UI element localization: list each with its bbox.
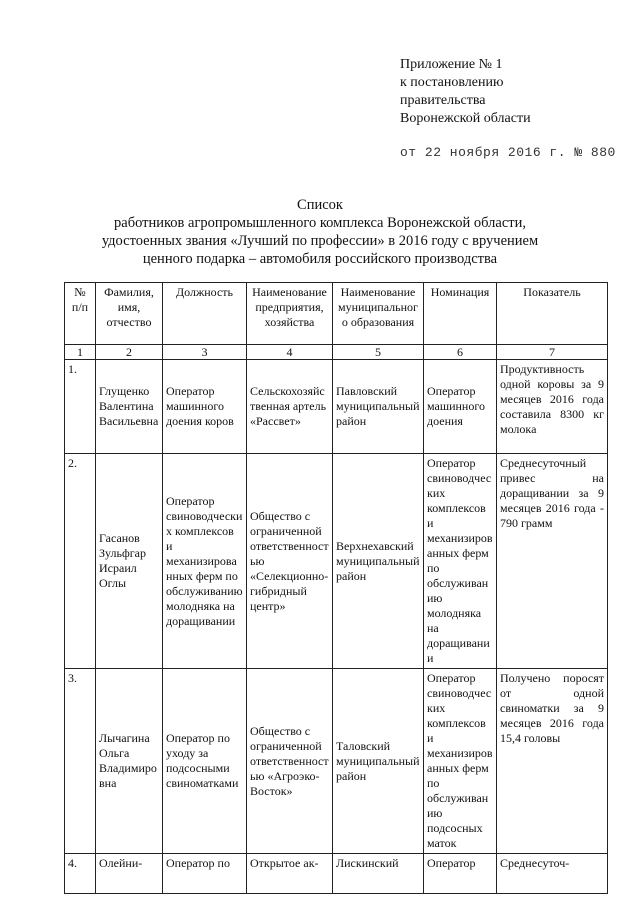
column-number: 6 [424, 345, 497, 360]
appendix-line-4: Воронежской области [400, 111, 531, 126]
column-number: 5 [333, 345, 424, 360]
row-nomination: Оператор [424, 854, 497, 894]
title-heading: Список [297, 197, 343, 213]
row-municipality: Павловский муниципальный район [333, 360, 424, 454]
row-nomination: Оператор свиноводческих комплексов и механизированных ферм по обслуживанию подсосных маток [424, 669, 497, 854]
row-num: 2. [65, 454, 96, 669]
column-number: 3 [163, 345, 247, 360]
awardees-table [64, 282, 608, 894]
column-number: 4 [247, 345, 333, 360]
row-nomination: Оператор машинного доения [424, 360, 497, 454]
row-position: Оператор по уходу за подсосными свиноматками [163, 669, 247, 854]
header-name: Фамилия, имя, отчество [96, 283, 163, 345]
document-title [60, 196, 580, 268]
header-nomination: Номинация [424, 283, 497, 345]
row-num: 4. [65, 854, 96, 894]
title-line-2: удостоенных звания «Лучший по профессии» в 2016 году с вручением [101, 233, 539, 249]
header-enterprise: Наименование предприятия, хозяйства [247, 283, 333, 345]
row-municipality: Верхнехавский муниципальный район [333, 454, 424, 669]
header-municipality: Наименование муниципального образования [333, 283, 424, 345]
appendix-line-3: правительства [400, 93, 486, 108]
table-row [65, 669, 608, 854]
row-indicator: Получено поросят от одной свиноматки за 9 месяцев 2016 года 15,4 головы [497, 669, 608, 854]
column-number: 2 [96, 345, 163, 360]
row-indicator: Продуктивность одной коровы за 9 месяцев 2016 года составила 8300 кг молока [497, 360, 608, 454]
column-number: 1 [65, 345, 96, 360]
row-position: Оператор машинного доения коров [163, 360, 247, 454]
row-enterprise: Сельскохозяйственная артель «Рассвет» [247, 360, 333, 454]
row-indicator: Среднесуточ- [497, 854, 608, 894]
row-position: Оператор свиноводческих комплексов и механизированных ферм по обслуживанию молодняка на доращивании [163, 454, 247, 669]
row-num: 3. [65, 669, 96, 854]
row-name: Глущенко Валентина Васильевна [96, 360, 163, 454]
column-number-row [65, 345, 608, 360]
appendix-line-2: к постановлению [400, 75, 504, 90]
header-num: № п/п [65, 283, 96, 345]
row-municipality: Таловский муниципальный район [333, 669, 424, 854]
row-enterprise: Открытое ак- [247, 854, 333, 894]
table-row [65, 360, 608, 454]
table-row [65, 454, 608, 669]
row-num: 1. [65, 360, 96, 454]
row-nomination: Оператор свиноводческих комплексов и механизированных ферм по обслуживанию молодняка на доращивании [424, 454, 497, 669]
resolution-date: от 22 ноября 2016 г. № 880 [400, 145, 616, 160]
table-header-row [65, 283, 608, 345]
row-name: Олейни- [96, 854, 163, 894]
row-name: Гасанов Зульфгар Исраил Оглы [96, 454, 163, 669]
row-name: Лычагина Ольга Владимировна [96, 669, 163, 854]
header-indicator: Показатель [497, 283, 608, 345]
title-line-3: ценного подарка – автомобиля российского производства [142, 251, 498, 267]
appendix-block [400, 56, 616, 162]
table-row [65, 854, 608, 894]
title-line-1: работников агропромышленного комплекса Воронежской области, [114, 215, 526, 231]
row-enterprise: Общество с ограниченной ответственностью «Агроэко-Восток» [247, 669, 333, 854]
appendix-line-1: Приложение № 1 [400, 57, 503, 72]
header-position: Должность [163, 283, 247, 345]
row-enterprise: Общество с ограниченной ответственностью «Селекционно-гибридный центр» [247, 454, 333, 669]
row-municipality: Лискинский [333, 854, 424, 894]
row-indicator: Среднесуточный привес на доращивании за 9 месяцев 2016 года - 790 грамм [497, 454, 608, 669]
row-position: Оператор по [163, 854, 247, 894]
column-number: 7 [497, 345, 608, 360]
